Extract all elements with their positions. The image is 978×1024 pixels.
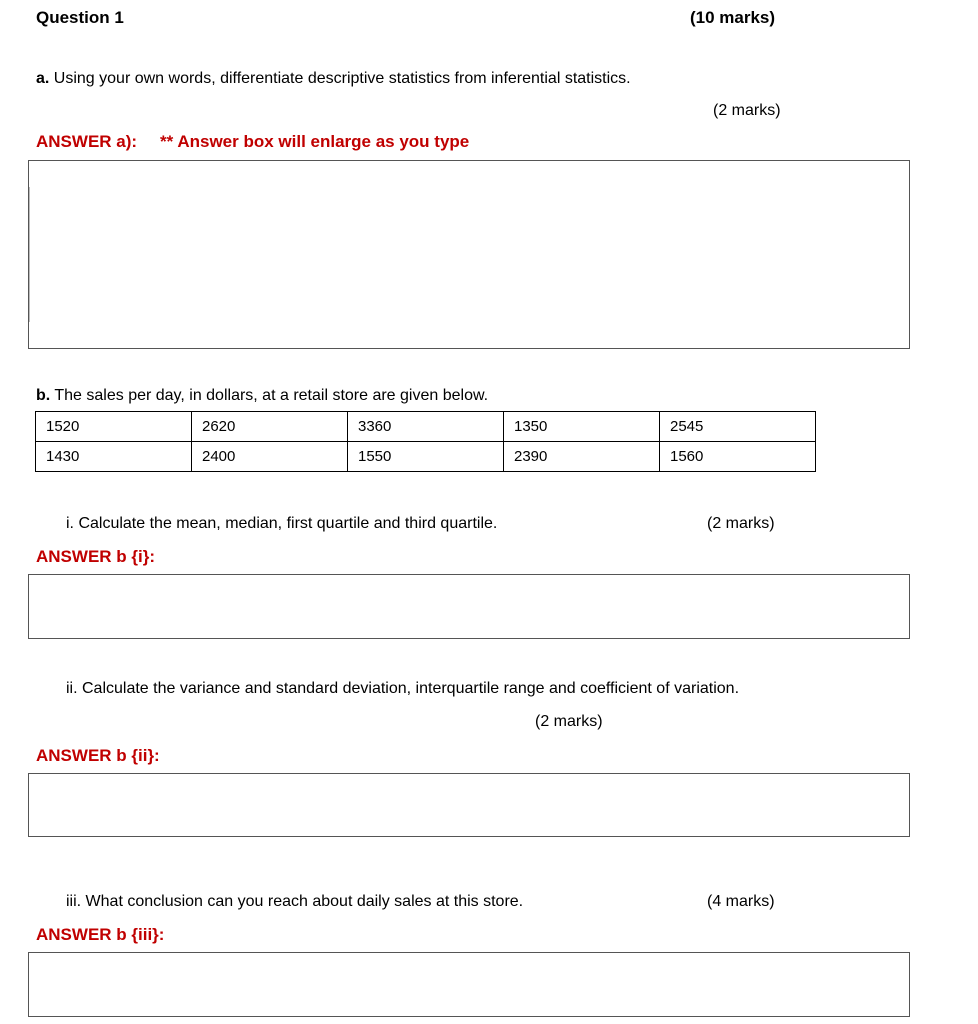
part-a-prompt [36, 70, 631, 88]
answer-b-ii-label: ANSWER b {ii}: [36, 746, 160, 765]
table-cell: 3360 [348, 412, 504, 442]
question-marks: (10 marks) [690, 8, 776, 27]
part-b-label: b. [36, 387, 51, 404]
answer-a-hint: ** Answer box will enlarge as you type [160, 132, 470, 151]
table-cell: 1430 [36, 442, 192, 472]
table-cell: 1550 [348, 442, 504, 472]
table-row [36, 412, 816, 442]
part-a-label: a. [36, 70, 50, 87]
table-cell: 1560 [660, 442, 816, 472]
table-cell: 2400 [192, 442, 348, 472]
part-b-ii-marks: (2 marks) [535, 713, 603, 730]
answer-a-box[interactable] [28, 160, 910, 349]
question-title: Question 1 [36, 8, 124, 27]
answer-a-label: ANSWER a): [36, 132, 138, 151]
part-b-prompt [36, 387, 488, 405]
table-cell: 2545 [660, 412, 816, 442]
part-a-text: Using your own words, differentiate descriptive statistics from inferential statistics. [49, 70, 631, 87]
answer-b-iii-box[interactable] [28, 952, 910, 1017]
part-a-marks: (2 marks) [713, 102, 781, 119]
sales-table [35, 411, 816, 472]
table-cell: 1350 [504, 412, 660, 442]
part-b-i-marks: (2 marks) [707, 515, 775, 532]
answer-b-ii-box[interactable] [28, 773, 910, 837]
table-cell: 2620 [192, 412, 348, 442]
part-b-ii-text: ii. Calculate the variance and standard deviation, interquartile range and coefficient of variation. [66, 680, 740, 697]
table-cell: 2390 [504, 442, 660, 472]
table-cell: 1520 [36, 412, 192, 442]
part-b-i-text: i. Calculate the mean, median, first quartile and third quartile. [66, 515, 498, 532]
part-b-iii-marks: (4 marks) [707, 893, 775, 910]
answer-b-i-label: ANSWER b {i}: [36, 547, 155, 566]
table-row [36, 442, 816, 472]
part-b-text: The sales per day, in dollars, at a retail store are given below. [50, 387, 489, 404]
answer-b-i-box[interactable] [28, 574, 910, 639]
answer-b-iii-label: ANSWER b {iii}: [36, 925, 165, 944]
part-b-iii-text: iii. What conclusion can you reach about daily sales at this store. [66, 893, 524, 910]
